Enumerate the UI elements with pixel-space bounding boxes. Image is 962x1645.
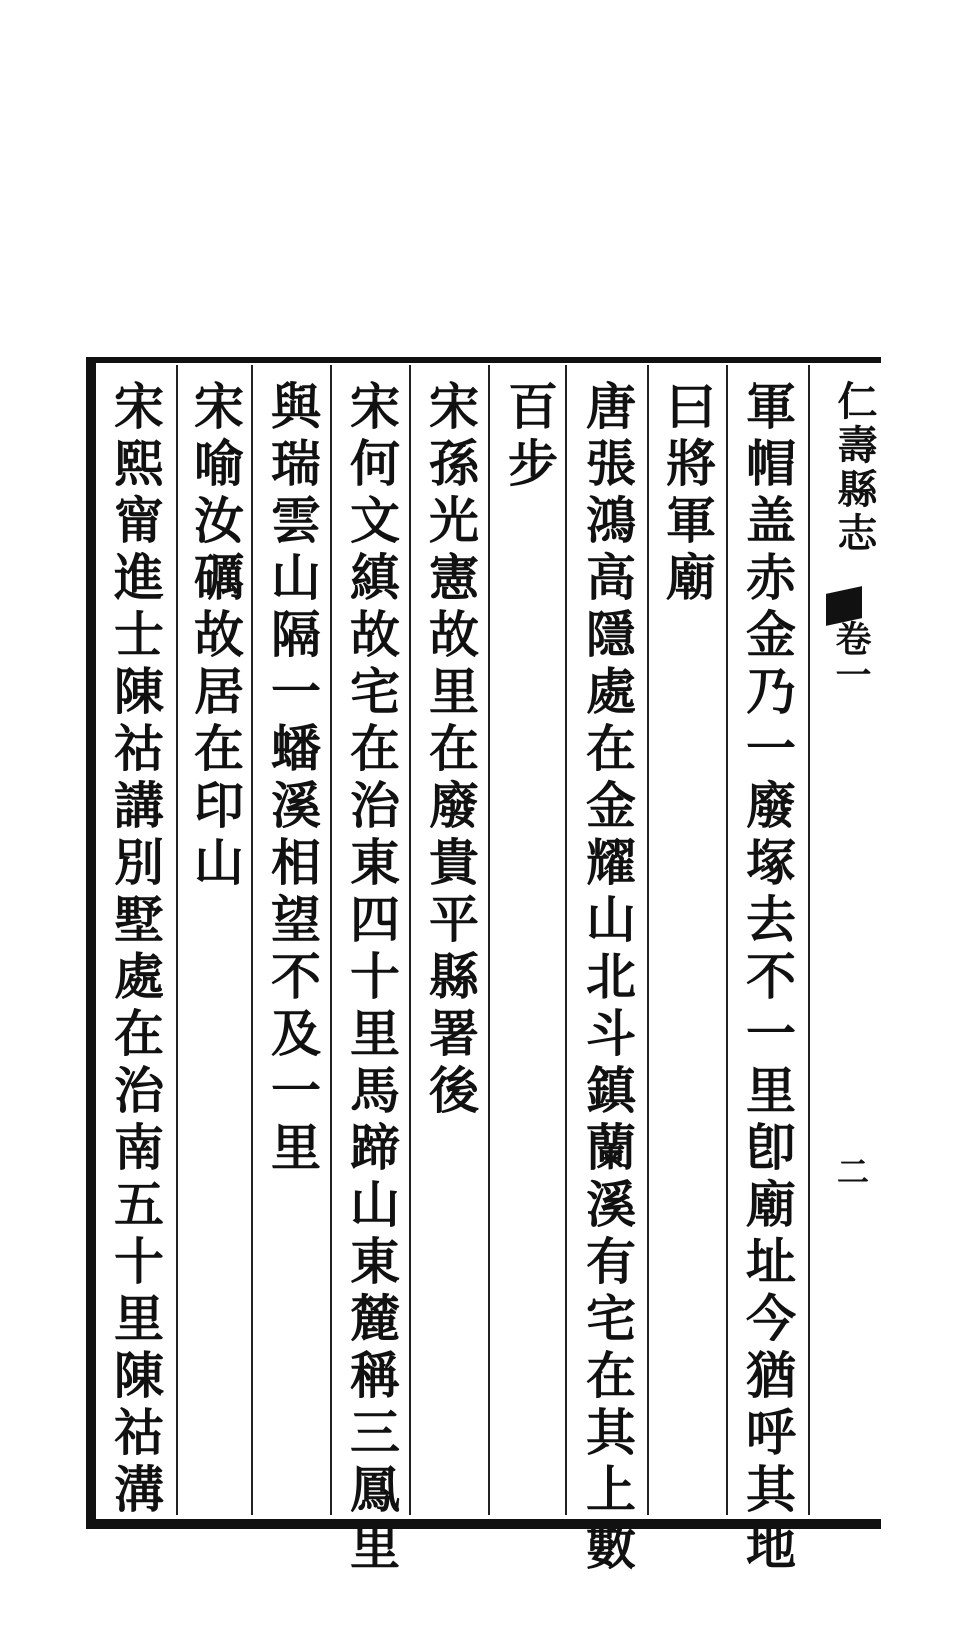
column-rule — [409, 365, 411, 1515]
column-rule — [176, 365, 178, 1515]
text-column-5: 宋孫光憲故里在廢貴平縣署後 — [421, 380, 480, 1121]
text-column-2: 曰將軍廟 — [658, 380, 717, 608]
text-column-3: 唐張鴻高隱處在金耀山北斗鎮蘭溪有宅在其上數 — [578, 380, 637, 1577]
text-column-7: 與瑞雲山隔一蟠溪相望不及一里 — [263, 380, 322, 1178]
column-rule — [488, 365, 490, 1515]
text-column-9: 宋熙甯進士陳祜講別墅處在治南五十里陳祜溝 — [106, 380, 165, 1520]
column-rule — [726, 365, 728, 1515]
column-rule — [808, 365, 810, 1515]
text-column-4: 百步 — [500, 380, 559, 494]
column-rule — [565, 365, 567, 1515]
column-rule — [251, 365, 253, 1515]
column-rule — [330, 365, 332, 1515]
volume-label: 卷一 — [830, 620, 872, 692]
page-number: 二 — [832, 1155, 870, 1187]
frame-left-border — [86, 357, 96, 1529]
column-rule — [647, 365, 649, 1515]
text-column-8: 宋喻汝礪故居在印山 — [186, 380, 245, 893]
text-column-6: 宋何文縝故宅在治東四十里馬蹄山東麓稱三鳳里 — [342, 380, 401, 1577]
frame-top-border — [86, 357, 881, 363]
text-column-1: 軍帽盖赤金乃一廢塚去不一里卽廟址今猶呼其地 — [738, 380, 797, 1577]
book-title: 仁壽縣志 — [831, 380, 878, 556]
